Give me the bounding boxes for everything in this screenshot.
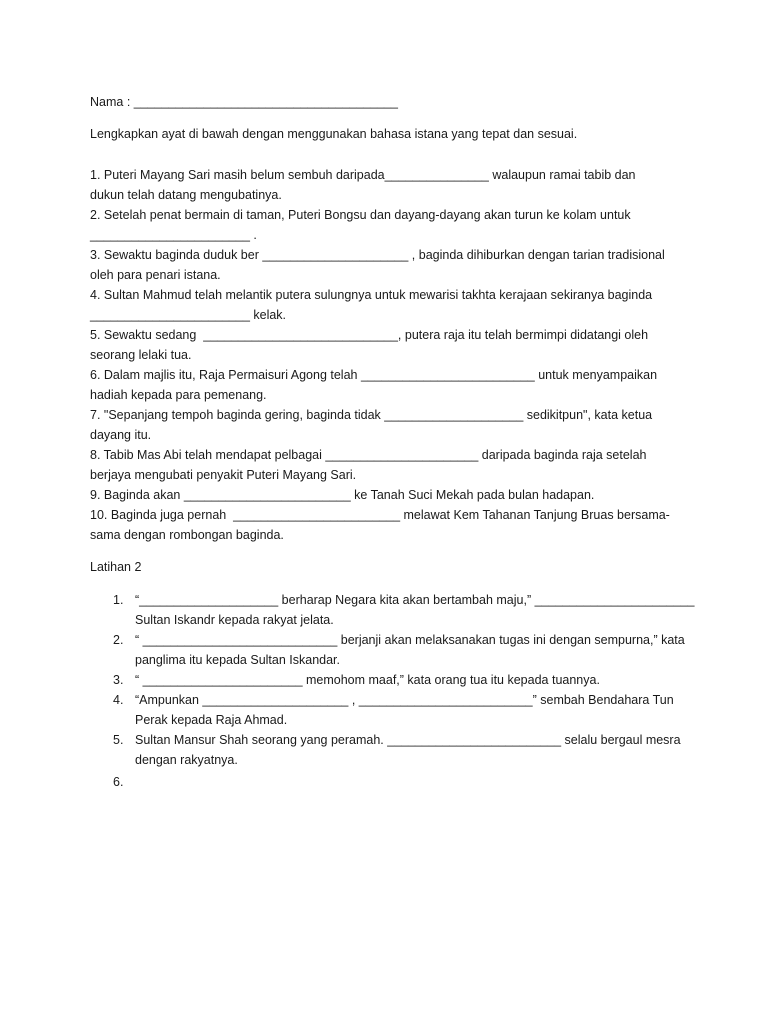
exercise-number: 5.: [113, 733, 124, 747]
instruction-text: Lengkapkan ayat di bawah dengan menggunakan bahasa istana yang tepat dan sesuai.: [90, 127, 578, 141]
question-line: 10. Baginda juga pernah ________________________ melawat Kem Tahanan Tanjung Bruas bersama-: [90, 508, 670, 522]
question-line: dukun telah datang mengubatinya.: [90, 188, 282, 202]
section-2-title: Latihan 2: [90, 560, 142, 574]
question-line: 8. Tabib Mas Abi telah mendapat pelbagai ______________________ daripada baginda raja setelah: [90, 448, 647, 462]
question-line: dayang itu.: [90, 428, 152, 442]
question-line: hadiah kepada para pemenang.: [90, 388, 267, 402]
name-field-line: Nama : ______________________________________: [90, 95, 398, 109]
question-line: 4. Sultan Mahmud telah melantik putera sulungnya untuk mewarisi takhta kerajaan sekiranya baginda: [90, 288, 653, 302]
exercise-line: “Ampunkan _____________________ , _________________________” sembah Bendahara Tun: [135, 693, 674, 707]
exercise-number: 4.: [113, 693, 124, 707]
question-line: 1. Puteri Mayang Sari masih belum sembuh daripada_______________ walaupun ramai tabib dan: [90, 168, 636, 182]
question-line: 5. Sewaktu sedang ____________________________, putera raja itu telah bermimpi didatangi oleh: [90, 328, 649, 342]
question-line: 2. Setelah penat bermain di taman, Puteri Bongsu dan dayang-dayang akan turun ke kolam untuk: [90, 208, 631, 222]
exercise-line: “ ____________________________ berjanji akan melaksanakan tugas ini dengan sempurna,” kata: [135, 633, 685, 647]
question-line: oleh para penari istana.: [90, 268, 221, 282]
exercise-number: 6.: [113, 775, 124, 789]
question-line: _______________________ kelak.: [90, 308, 287, 322]
exercise-line: “ _______________________ memohom maaf,” kata orang tua itu kepada tuannya.: [135, 673, 600, 687]
exercise-line: “____________________ berharap Negara kita akan bertambah maju,” _______________________: [135, 593, 695, 607]
exercise-number: 1.: [113, 593, 124, 607]
question-line: 3. Sewaktu baginda duduk ber _____________________ , baginda dihiburkan dengan tarian tradisional: [90, 248, 665, 262]
question-line: 7. "Sepanjang tempoh baginda gering, baginda tidak ____________________ sedikitpun", kata ketua: [90, 408, 653, 422]
exercise-number: 2.: [113, 633, 124, 647]
question-line: sama dengan rombongan baginda.: [90, 528, 284, 542]
question-line: seorang lelaki tua.: [90, 348, 192, 362]
exercise-line: Perak kepada Raja Ahmad.: [135, 713, 288, 727]
exercise-line: panglima itu kepada Sultan Iskandar.: [135, 653, 340, 667]
exercise-number: 3.: [113, 673, 124, 687]
question-line: 9. Baginda akan ________________________ ke Tanah Suci Mekah pada bulan hadapan.: [90, 488, 595, 502]
question-line: 6. Dalam majlis itu, Raja Permaisuri Agong telah _________________________ untuk menyampaikan: [90, 368, 658, 382]
exercise-line: dengan rakyatnya.: [135, 753, 238, 767]
question-line: _______________________ .: [90, 228, 257, 242]
exercise-line: Sultan Mansur Shah seorang yang peramah. _________________________ selalu bergaul mesra: [135, 733, 681, 747]
question-line: berjaya mengubati penyakit Puteri Mayang Sari.: [90, 468, 357, 482]
exercise-line: Sultan Iskandr kepada rakyat jelata.: [135, 613, 334, 627]
